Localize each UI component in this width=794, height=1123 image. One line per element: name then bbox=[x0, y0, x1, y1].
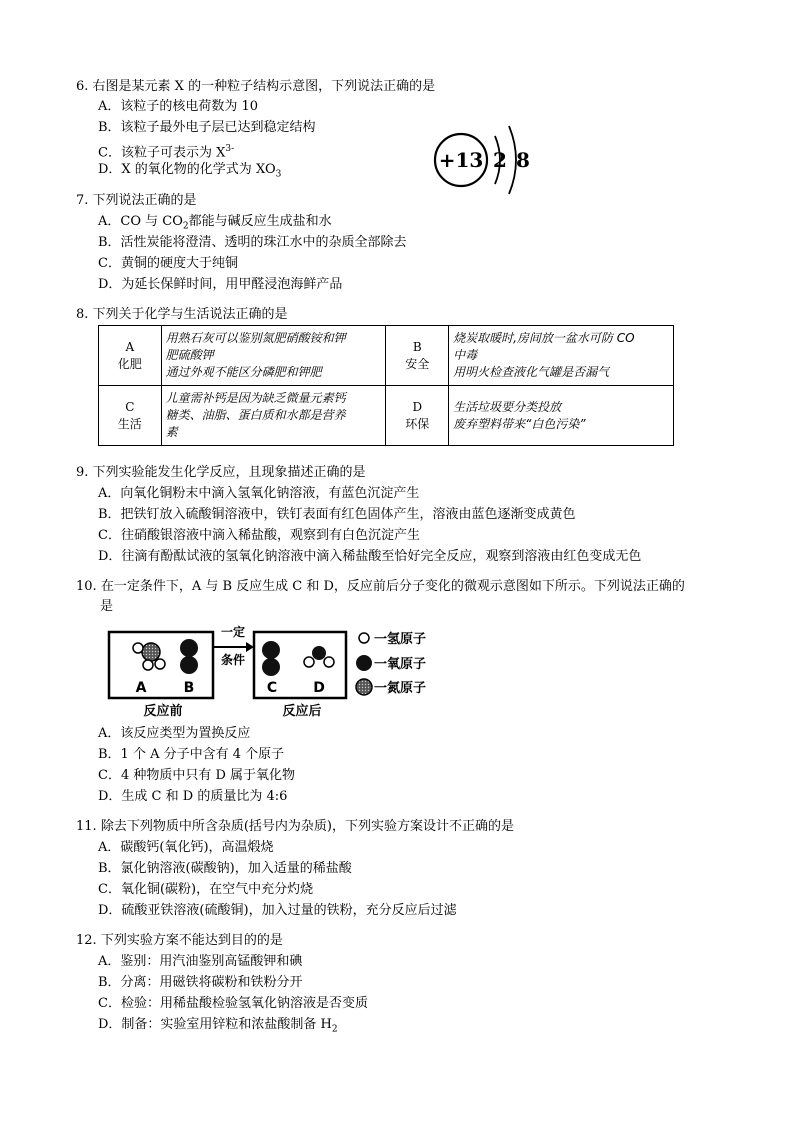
question-9-stem: 9. 下列实验能发生化学反应，且现象描述正确的是 bbox=[76, 465, 366, 480]
option-b: B．分离：用磁铁将碳粉和铁粉分开 bbox=[98, 975, 303, 990]
svg-text:D: D bbox=[313, 680, 325, 696]
reaction-diagram bbox=[106, 620, 456, 720]
shell-1-electrons: 2 bbox=[493, 148, 507, 172]
legend-nitrogen: 一氮原子 bbox=[374, 681, 427, 696]
nucleus-charge: +13 bbox=[438, 148, 484, 172]
option-d: D．生成 C 和 D 的质量比为 4:6 bbox=[98, 789, 288, 804]
svg-text:条件: 条件 bbox=[220, 653, 246, 667]
atomic-structure-diagram bbox=[425, 122, 545, 198]
legend-hydrogen: 一氢原子 bbox=[374, 632, 427, 647]
option-a: A．鉴别：用汽油鉴别高锰酸钾和碘 bbox=[98, 954, 303, 969]
option-a: A．向氧化铜粉末中滴入氢氧化钠溶液，有蓝色沉淀产生 bbox=[98, 486, 420, 501]
option-a: A．CO 与 $CO_2$都能与碱反应生成盐和水 bbox=[98, 214, 332, 232]
table-cell-label: B 安全 bbox=[386, 326, 449, 386]
table-cell-text: 儿童需补钙是因为缺乏微量元素钙 糖类、油脂、蛋白质和水都是营养 素 bbox=[161, 386, 386, 446]
question-10-stem: 10. 在一定条件下，A 与 B 反应生成 C 和 D，反应前后分子变化的微观示意图如下所示。下列说法正确的 bbox=[76, 579, 685, 594]
before-label: 反应前 bbox=[143, 704, 183, 719]
option-b: B．该粒子最外电子层已达到稳定结构 bbox=[98, 120, 316, 135]
option-c: C．检验：用稀盐酸检验氢氧化钠溶液是否变质 bbox=[98, 996, 368, 1011]
shell-2-electrons: 8 bbox=[516, 148, 530, 172]
after-label: 反应后 bbox=[282, 704, 322, 719]
reaction-condition: 一定 bbox=[220, 625, 246, 639]
question-12-stem: 12. 下列实验方案不能达到目的的是 bbox=[76, 933, 283, 948]
option-c: C．4 种物质中只有 D 属于氧化物 bbox=[98, 768, 296, 783]
question-7-stem: 7. 下列说法正确的是 bbox=[76, 193, 197, 208]
option-d: D．X 的氧化物的化学式为 $XO_3$ bbox=[98, 162, 282, 180]
option-c: C．该粒子可表示为 $X^{3-}$ bbox=[98, 144, 235, 161]
option-d: D．为延长保鲜时间，用甲醛浸泡海鲜产品 bbox=[98, 277, 343, 292]
table-cell-text: 生活垃圾要分类投放 废弃塑料带来“白色污染” bbox=[449, 386, 674, 446]
option-a: A．该反应类型为置换反应 bbox=[98, 726, 251, 741]
question-6-stem: 6. 右图是某元素 X 的一种粒子结构示意图，下列说法正确的是 bbox=[76, 79, 436, 94]
comparison-table bbox=[98, 325, 674, 446]
table-row bbox=[99, 386, 674, 446]
legend-oxygen: 一氧原子 bbox=[374, 657, 427, 672]
option-d: D．往滴有酚酞试液的氢氧化钠溶液中滴入稀盐酸至恰好完全反应，观察到溶液由红色变成无色 bbox=[98, 549, 642, 564]
svg-text:B: B bbox=[183, 680, 195, 696]
question-10-stem-cont: 是 bbox=[100, 599, 114, 614]
option-b: B．活性炭能将澄清、透明的珠江水中的杂质全部除去 bbox=[98, 235, 407, 250]
option-d: D．制备：实验室用锌粒和浓盐酸制备 $H_2$ bbox=[98, 1017, 338, 1035]
option-c: C．往硝酸银溶液中滴入稀盐酸，观察到有白色沉淀产生 bbox=[98, 528, 420, 543]
option-a: A．该粒子的核电荷数为 10 bbox=[98, 99, 259, 114]
option-c: C．黄铜的硬度大于纯铜 bbox=[98, 256, 238, 271]
table-cell-text: 用熟石灰可以鉴别氮肥硝酸铵和钾 肥硫酸钾 通过外观不能区分磷肥和钾肥 bbox=[161, 326, 386, 386]
option-b: B．把铁钉放入硫酸铜溶液中，铁钉表面有红色固体产生，溶液由蓝色逐渐变成黄色 bbox=[98, 507, 576, 522]
option-c: C．氧化铜(碳粉)，在空气中充分灼烧 bbox=[98, 882, 314, 897]
table-cell-label: C 生活 bbox=[99, 386, 162, 446]
svg-text:A: A bbox=[135, 680, 147, 696]
table-cell-label: A 化肥 bbox=[99, 326, 162, 386]
question-8-stem: 8. 下列关于化学与生活说法正确的是 bbox=[76, 307, 288, 322]
option-b: B．1 个 A 分子中含有 4 个原子 bbox=[98, 747, 285, 762]
option-d: D．硫酸亚铁溶液(硫酸铜)，加入过量的铁粉，充分反应后过滤 bbox=[98, 903, 457, 918]
question-11-stem: 11. 除去下列物质中所含杂质(括号内为杂质)，下列实验方案设计不正确的是 bbox=[76, 819, 514, 834]
svg-text:C: C bbox=[266, 680, 278, 696]
option-b: B．氯化钠溶液(碳酸钠)，加入适量的稀盐酸 bbox=[98, 861, 352, 876]
table-row bbox=[99, 326, 674, 386]
option-a: A．碳酸钙(氧化钙)，高温煅烧 bbox=[98, 840, 274, 855]
table-cell-label: D 环保 bbox=[386, 386, 449, 446]
table-cell-text: 烧炭取暖时,房间放一盆水可防 CO 中毒 用明火检查液化气罐是否漏气 bbox=[449, 326, 674, 386]
